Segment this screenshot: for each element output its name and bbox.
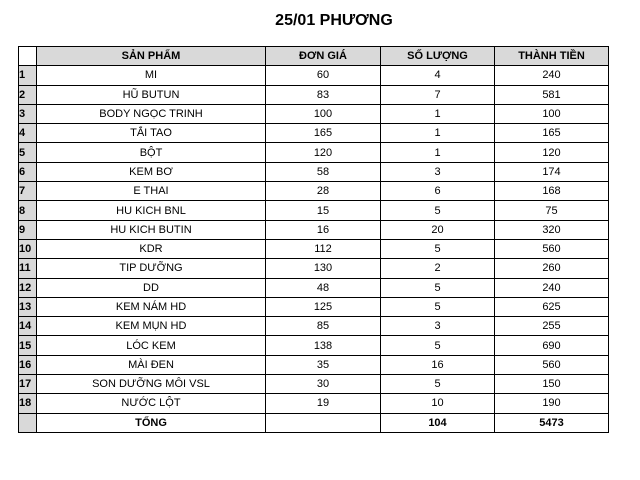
table-row bbox=[19, 85, 609, 104]
qty-cell[interactable]: 2 bbox=[381, 259, 495, 278]
product-cell[interactable]: HU KICH BNL bbox=[37, 201, 266, 220]
total-cell[interactable]: 165 bbox=[495, 124, 609, 143]
total-cell[interactable]: 174 bbox=[495, 162, 609, 181]
price-cell[interactable]: 28 bbox=[266, 182, 381, 201]
qty-cell[interactable]: 6 bbox=[381, 182, 495, 201]
qty-cell[interactable]: 1 bbox=[381, 124, 495, 143]
order-table bbox=[18, 46, 609, 433]
total-cell[interactable]: 150 bbox=[495, 375, 609, 394]
header-price[interactable]: ĐƠN GIÁ bbox=[266, 47, 381, 66]
total-cell[interactable]: 190 bbox=[495, 394, 609, 413]
total-cell[interactable]: 75 bbox=[495, 201, 609, 220]
total-row-index[interactable] bbox=[19, 413, 37, 432]
price-cell[interactable]: 138 bbox=[266, 336, 381, 355]
table-row bbox=[19, 220, 609, 239]
product-cell[interactable]: MI bbox=[37, 66, 266, 85]
total-cell[interactable]: 255 bbox=[495, 317, 609, 336]
total-cell[interactable]: 120 bbox=[495, 143, 609, 162]
qty-cell[interactable]: 5 bbox=[381, 336, 495, 355]
header-blank-cell bbox=[19, 47, 37, 66]
row-index-cell[interactable]: 18 bbox=[19, 394, 37, 413]
qty-cell[interactable]: 3 bbox=[381, 162, 495, 181]
row-index-cell[interactable]: 17 bbox=[19, 375, 37, 394]
price-cell[interactable]: 60 bbox=[266, 66, 381, 85]
table-row bbox=[19, 201, 609, 220]
total-cell[interactable]: 560 bbox=[495, 239, 609, 258]
price-cell[interactable]: 85 bbox=[266, 317, 381, 336]
qty-cell[interactable]: 3 bbox=[381, 317, 495, 336]
price-cell[interactable]: 19 bbox=[266, 394, 381, 413]
row-index-cell[interactable]: 9 bbox=[19, 220, 37, 239]
qty-cell[interactable]: 7 bbox=[381, 85, 495, 104]
row-index-cell[interactable]: 1 bbox=[19, 66, 37, 85]
table-row bbox=[19, 162, 609, 181]
qty-cell[interactable]: 5 bbox=[381, 239, 495, 258]
price-cell[interactable]: 16 bbox=[266, 220, 381, 239]
row-index-cell[interactable]: 8 bbox=[19, 201, 37, 220]
table-row bbox=[19, 143, 609, 162]
product-cell[interactable]: HŨ BUTUN bbox=[37, 85, 266, 104]
table-row bbox=[19, 355, 609, 374]
price-cell[interactable]: 48 bbox=[266, 278, 381, 297]
product-cell[interactable]: KDR bbox=[37, 239, 266, 258]
product-cell[interactable]: E THAI bbox=[37, 182, 266, 201]
header-qty[interactable]: SỐ LƯỢNG bbox=[381, 47, 495, 66]
row-index-cell[interactable]: 7 bbox=[19, 182, 37, 201]
total-cell[interactable]: 320 bbox=[495, 220, 609, 239]
product-cell[interactable]: SON DƯỠNG MÔI VSL bbox=[37, 375, 266, 394]
qty-cell[interactable]: 4 bbox=[381, 66, 495, 85]
table-body bbox=[19, 66, 609, 413]
row-index-cell[interactable]: 11 bbox=[19, 259, 37, 278]
product-cell[interactable]: BODY NGỌC TRINH bbox=[37, 104, 266, 123]
qty-cell[interactable]: 5 bbox=[381, 375, 495, 394]
row-index-cell[interactable]: 5 bbox=[19, 143, 37, 162]
total-cell[interactable]: 240 bbox=[495, 278, 609, 297]
sheet-title: 25/01 PHƯƠNG bbox=[275, 12, 393, 29]
price-cell[interactable]: 120 bbox=[266, 143, 381, 162]
total-amount-cell[interactable]: 5473 bbox=[495, 413, 609, 432]
qty-cell[interactable]: 5 bbox=[381, 201, 495, 220]
price-cell[interactable]: 165 bbox=[266, 124, 381, 143]
product-cell[interactable]: TIP DƯỠNG bbox=[37, 259, 266, 278]
qty-cell[interactable]: 10 bbox=[381, 394, 495, 413]
product-cell[interactable]: TẮI TAO bbox=[37, 124, 266, 143]
price-cell[interactable]: 35 bbox=[266, 355, 381, 374]
price-cell[interactable]: 83 bbox=[266, 85, 381, 104]
table-row bbox=[19, 394, 609, 413]
table-row bbox=[19, 182, 609, 201]
price-cell[interactable]: 100 bbox=[266, 104, 381, 123]
row-index-cell[interactable]: 16 bbox=[19, 355, 37, 374]
header-total[interactable]: THÀNH TIỀN bbox=[495, 47, 609, 66]
row-index-cell[interactable]: 14 bbox=[19, 317, 37, 336]
table-row bbox=[19, 104, 609, 123]
qty-cell[interactable]: 20 bbox=[381, 220, 495, 239]
row-index-cell[interactable]: 6 bbox=[19, 162, 37, 181]
total-cell[interactable]: 690 bbox=[495, 336, 609, 355]
total-cell[interactable]: 168 bbox=[495, 182, 609, 201]
product-cell[interactable]: BỘT bbox=[37, 143, 266, 162]
table-row bbox=[19, 124, 609, 143]
product-cell[interactable]: MÀI ĐEN bbox=[37, 355, 266, 374]
qty-cell[interactable]: 5 bbox=[381, 297, 495, 316]
qty-cell[interactable]: 1 bbox=[381, 143, 495, 162]
header-product[interactable]: SẢN PHẨM bbox=[37, 47, 266, 66]
table-row bbox=[19, 259, 609, 278]
total-label-cell[interactable]: TỔNG bbox=[37, 413, 266, 432]
total-qty-cell[interactable]: 104 bbox=[381, 413, 495, 432]
table-row bbox=[19, 297, 609, 316]
price-cell[interactable]: 30 bbox=[266, 375, 381, 394]
row-index-cell[interactable]: 13 bbox=[19, 297, 37, 316]
product-cell[interactable]: KEM MỤN HD bbox=[37, 317, 266, 336]
total-cell[interactable]: 100 bbox=[495, 104, 609, 123]
row-index-cell[interactable]: 3 bbox=[19, 104, 37, 123]
price-cell[interactable]: 15 bbox=[266, 201, 381, 220]
price-cell[interactable]: 125 bbox=[266, 297, 381, 316]
total-cell[interactable]: 260 bbox=[495, 259, 609, 278]
price-cell[interactable]: 112 bbox=[266, 239, 381, 258]
table-row bbox=[19, 336, 609, 355]
header-row bbox=[19, 47, 609, 66]
qty-cell[interactable]: 16 bbox=[381, 355, 495, 374]
price-cell[interactable]: 130 bbox=[266, 259, 381, 278]
table-row bbox=[19, 239, 609, 258]
price-cell[interactable]: 58 bbox=[266, 162, 381, 181]
table-row bbox=[19, 278, 609, 297]
row-index-cell[interactable]: 12 bbox=[19, 278, 37, 297]
product-cell[interactable]: KEM NÁM HD bbox=[37, 297, 266, 316]
table-row bbox=[19, 66, 609, 85]
row-index-cell[interactable]: 15 bbox=[19, 336, 37, 355]
row-index-cell[interactable]: 2 bbox=[19, 85, 37, 104]
total-cell[interactable]: 240 bbox=[495, 66, 609, 85]
product-cell[interactable]: KEM BƠ bbox=[37, 162, 266, 181]
total-row bbox=[19, 413, 609, 432]
table-row bbox=[19, 375, 609, 394]
product-cell[interactable]: NƯỚC LỘT bbox=[37, 394, 266, 413]
table-row bbox=[19, 317, 609, 336]
product-cell[interactable]: HU KICH BUTIN bbox=[37, 220, 266, 239]
total-cell[interactable]: 625 bbox=[495, 297, 609, 316]
qty-cell[interactable]: 5 bbox=[381, 278, 495, 297]
product-cell[interactable]: LÓC KEM bbox=[37, 336, 266, 355]
qty-cell[interactable]: 1 bbox=[381, 104, 495, 123]
product-cell[interactable]: DD bbox=[37, 278, 266, 297]
row-index-cell[interactable]: 10 bbox=[19, 239, 37, 258]
total-cell[interactable]: 560 bbox=[495, 355, 609, 374]
total-cell[interactable]: 581 bbox=[495, 85, 609, 104]
total-price-cell[interactable] bbox=[266, 413, 381, 432]
row-index-cell[interactable]: 4 bbox=[19, 124, 37, 143]
